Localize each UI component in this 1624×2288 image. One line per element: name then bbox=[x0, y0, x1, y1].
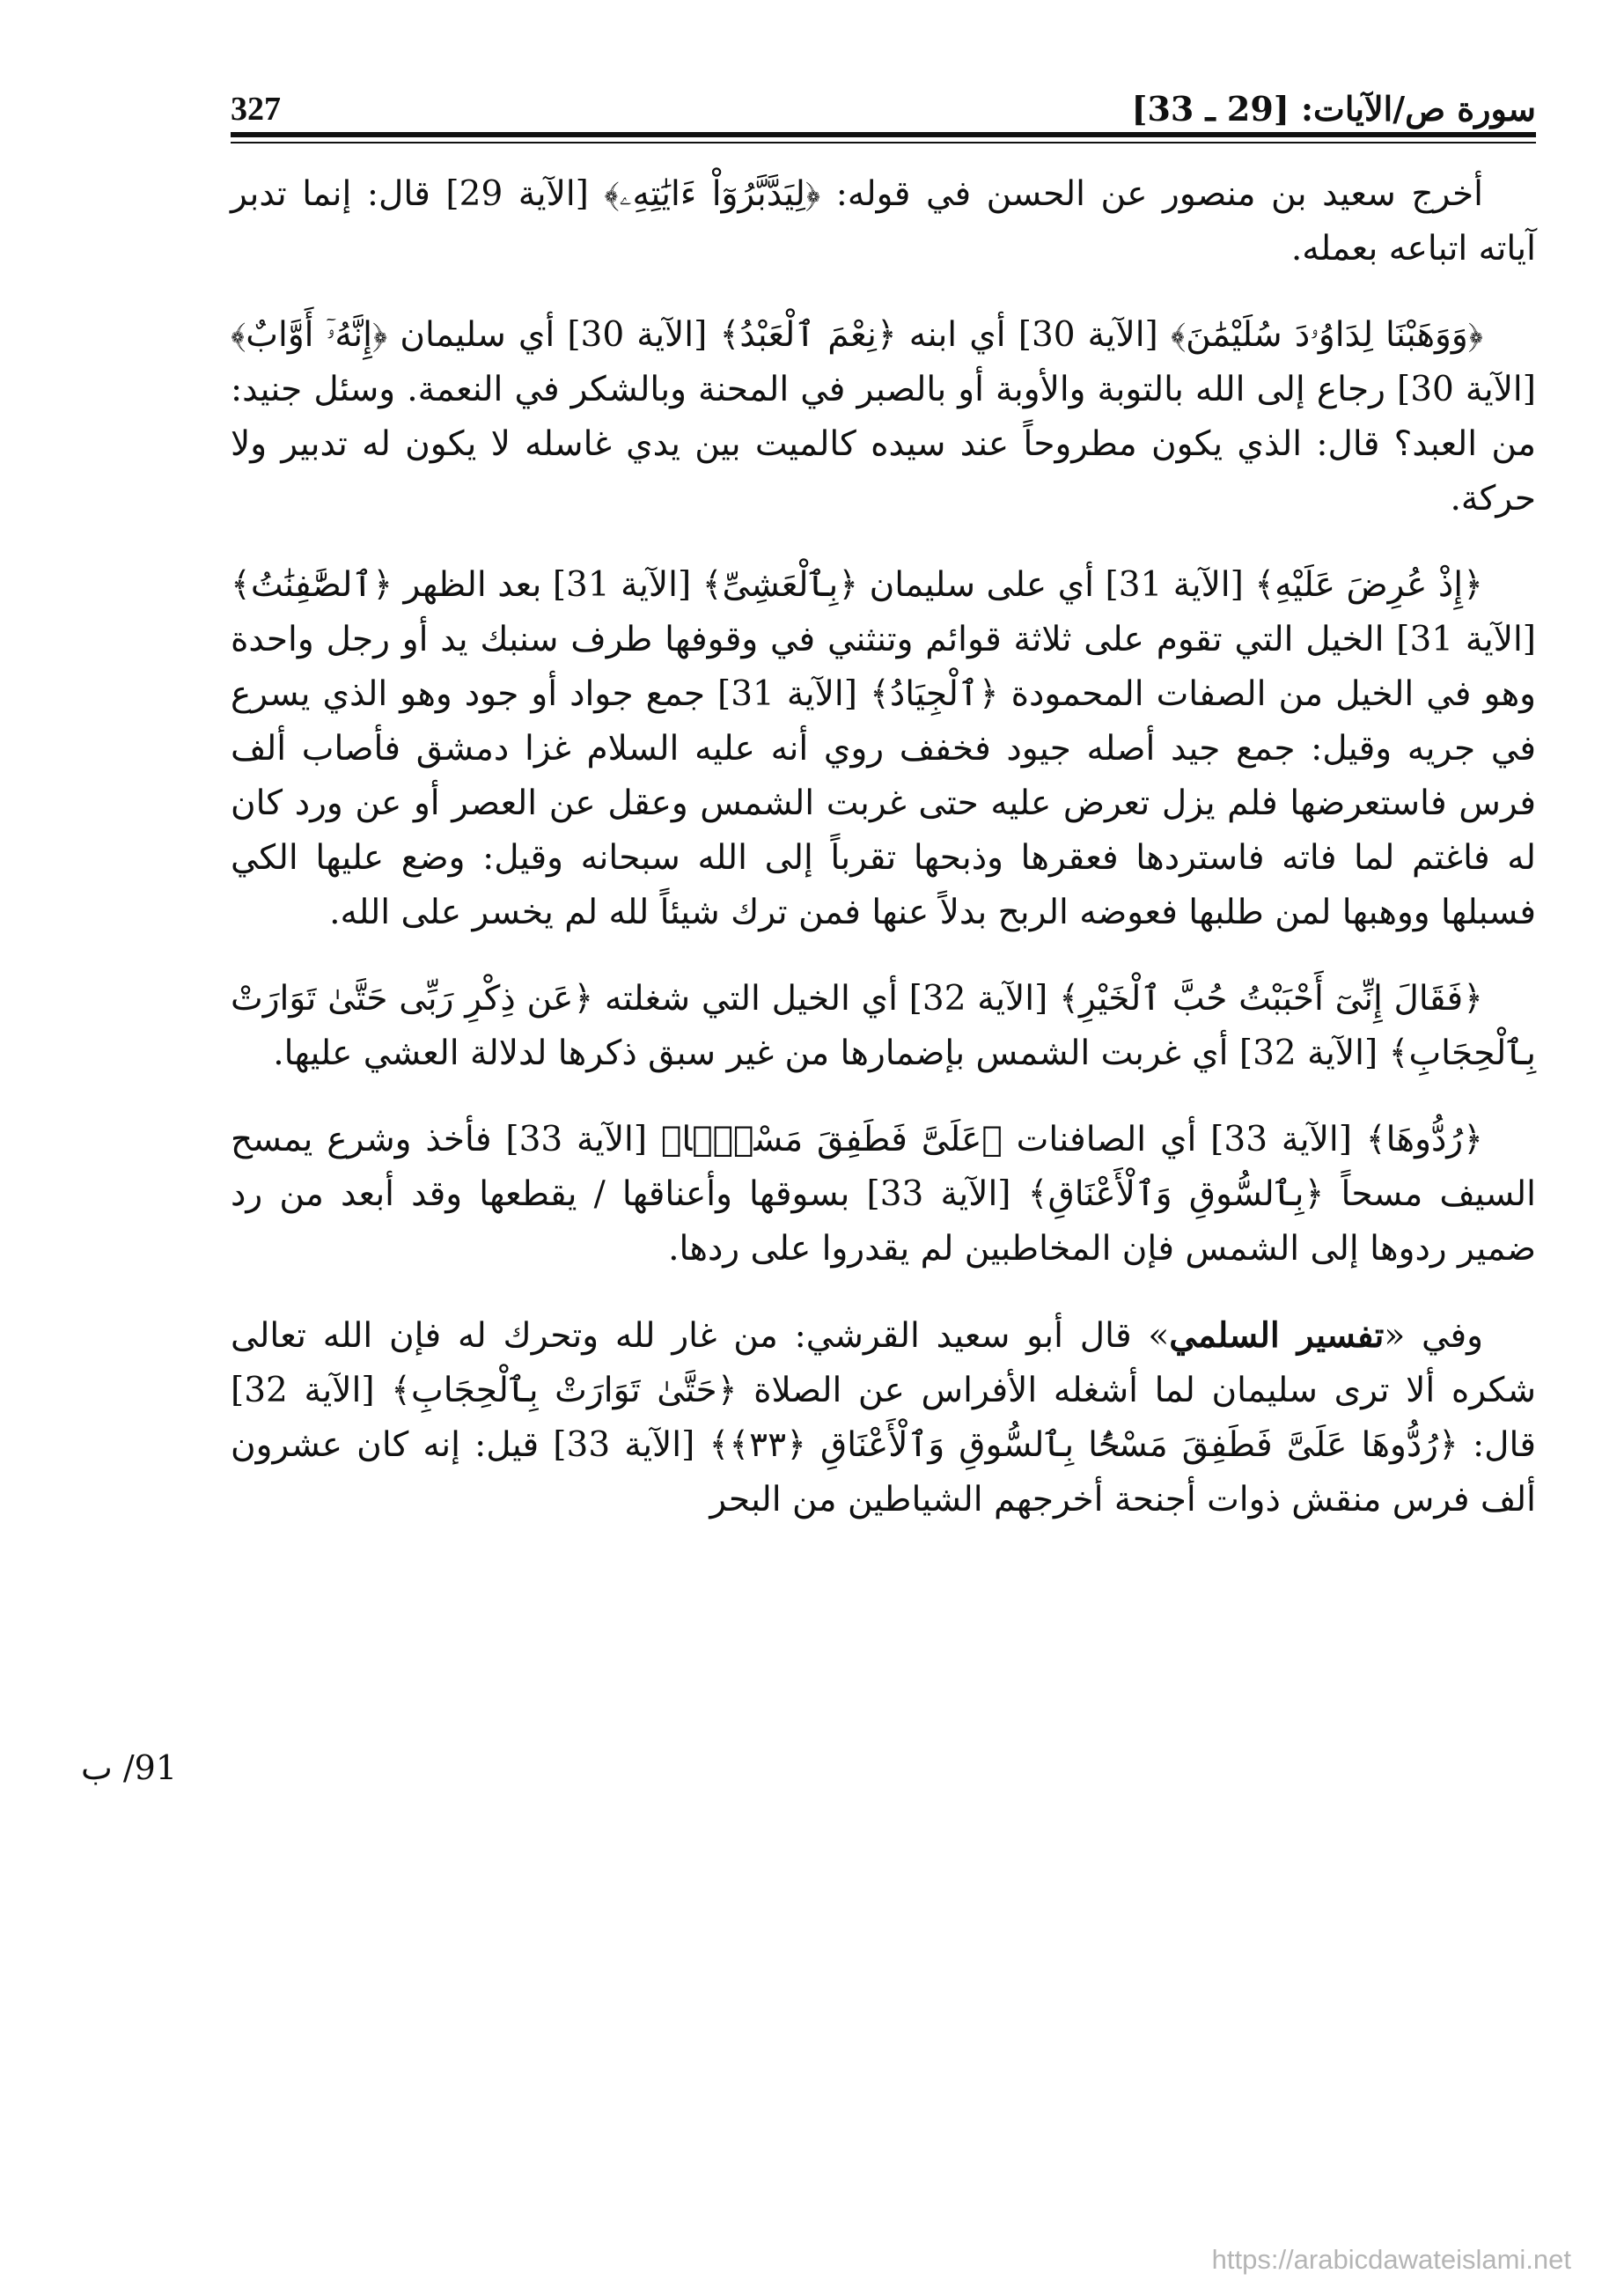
paragraph-3: ﴿إِذْ عُرِضَ عَلَيْهِ﴾ [الآية 31] أي على سليمان ﴿بِٱلْعَشِىِّ﴾ [الآية 31] بعد الظهر ﴿ٱلصَّٰفِنَٰتُ﴾ [الآية 31] الخيل التي تقوم على ثلاثة قوائم وتنثني في وقوفها طرف سنبك يد أو رجل واحدة وهو في الخيل من الصفات المحمودة ﴿ٱلْجِيَادُ﴾ [الآية 31] جمع جواد أو جود وهو الذي يسرع في جريه وقيل: جمع جيد أصله جيود فخفف روي أنه عليه السلام غزا دمشق فأصاب ألف فرس فاستعرضها فلم يزل تعرض عليه حتى غربت الشمس وعقل عن العصر أو عن ورد كان له فاغتم لما فاته فاستردها فعقرها وذبحها تقرباً إلى الله سبحانه وقيل: وضع عليها الكي فسبلها ووهبها لمن طلبها فعوضه الربح بدلاً عنها فمن ترك شيئاً لله لم يخسر على الله. bbox=[231, 565, 1537, 932]
watermark-url: https://arabicdawateislami.net bbox=[1211, 2244, 1571, 2275]
surah-title: سورة ص/الآيات: [29 ـ 33] bbox=[1131, 89, 1536, 129]
page-body bbox=[231, 167, 1536, 1527]
paragraph-2: ﴿وَوَهَبْنَا لِدَاوُۥدَ سُلَيْمَٰنَ﴾ [الآية 30] أي ابنه ﴿نِعْمَ ٱلْعَبْدُ﴾ [الآية 30] أي سليمان ﴿إِنَّهُۥٓ أَوَّابٌ﴾ [الآية 30] رجاع إلى الله بالتوبة والأوبة أو بالصبر في المحنة وبالشكر في النعمة. وسئل جنيد: من العبد؟ قال: الذي يكون مطروحاً عند سيده كالميت بين يدي غاسله لا يكون له تدبير ولا حركة. bbox=[231, 315, 1536, 519]
page-header bbox=[231, 77, 1536, 129]
paragraph-6-prefix: وفي « bbox=[1384, 1316, 1484, 1356]
header-rule-thin bbox=[231, 142, 1536, 143]
paragraph-4: ﴿فَقَالَ إِنِّىٓ أَحْبَبْتُ حُبَّ ٱلْخَيْرِ﴾ [الآية 32] أي الخيل التي شغلته ﴿عَن ذِكْرِ رَبِّى حَتَّىٰ تَوَارَتْ بِٱلْحِجَابِ﴾ [الآية 32] أي غربت الشمس بإضمارها من غير سبق ذكرها لدلالة العشي عليها. bbox=[231, 979, 1536, 1073]
book-title-reference: تفسير السلمي bbox=[1169, 1315, 1385, 1356]
manuscript-folio-note: 91/ ب bbox=[81, 1748, 178, 1787]
page-number: 327 bbox=[231, 91, 281, 128]
header-rule-thick bbox=[231, 132, 1536, 137]
paragraph-6-rest: » قال أبو سعيد القرشي: من غار لله وتحرك له فإن الله تعالى شكره ألا ترى سليمان لما أشغله الأفراس عن الصلاة ﴿حَتَّىٰ تَوَارَتْ بِٱلْحِجَابِ﴾ [الآية 32] قال: ﴿رُدُّوهَا عَلَىَّ فَطَفِقَ مَسْحًۢا بِٱلسُّوقِ وَٱلْأَعْنَاقِ ﴿٣٣﴾﴾ [الآية 33] قيل: إنه كان عشرون ألف فرس منقش ذوات أجنحة أخرجهم الشياطين من البحر bbox=[231, 1316, 1536, 1519]
paragraph-5: ﴿رُدُّوهَا﴾ [الآية 33] أي الصافنات ﴿عَلَىَّ فَطَفِقَ مَسْحًۢا﴾ [الآية 33] فأخذ وشرع يمسح السيف مسحاً ﴿بِٱلسُّوقِ وَٱلْأَعْنَاقِ﴾ [الآية 33] بسوقها وأعناقها / يقطعها وقد أبعد من رد ضمير ردوها إلى الشمس فإن المخاطبين لم يقدروا على ردها. bbox=[231, 1120, 1537, 1269]
paragraph-6 bbox=[231, 1308, 1536, 1527]
paragraph-1: أخرج سعيد بن منصور عن الحسن في قوله: ﴿لِيَدَّبَّرُوٓاْ ءَايَٰتِهِۦ﴾ [الآية 29] قال: إنما تدبر آياته اتباعه بعمله. bbox=[231, 174, 1536, 269]
